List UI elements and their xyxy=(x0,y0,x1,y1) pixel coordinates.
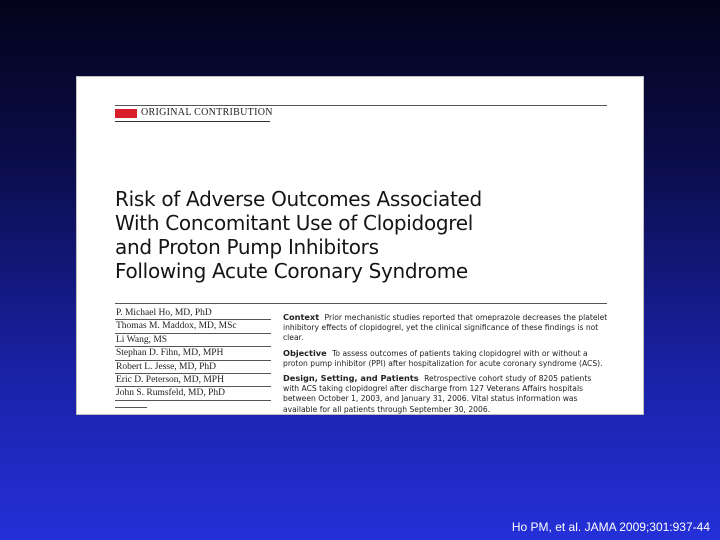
title-line: Risk of Adverse Outcomes Associated xyxy=(115,187,482,211)
author-name: Li Wang, MS xyxy=(115,334,271,347)
abstract-context xyxy=(283,312,609,344)
top-rule xyxy=(115,105,607,106)
author-list-end-rule xyxy=(115,407,147,408)
abstract-design xyxy=(283,373,609,414)
author-name: Thomas M. Maddox, MD, MSc xyxy=(115,320,271,333)
title-rule xyxy=(115,303,607,304)
abstract-objective-text: To assess outcomes of patients taking clopidogrel with or without a proton pump inhibitor (PPI) after hospitalization for acute coronary syndrome (ACS). xyxy=(283,348,603,368)
title-line: With Concomitant Use of Clopidogrel xyxy=(115,211,474,235)
abstract-objective xyxy=(283,348,609,369)
section-color-bar xyxy=(115,109,137,118)
section-rule xyxy=(115,121,270,122)
author-list xyxy=(115,307,271,408)
abstract-context-text: Prior mechanistic studies reported that omeprazole decreases the platelet inhibitory effects of clopidogrel, yet the clinical significance of these findings is not clear. xyxy=(283,313,608,343)
abstract-design-label: Design, Setting, and Patients xyxy=(283,373,419,384)
article-title xyxy=(115,187,595,283)
abstract xyxy=(283,312,609,414)
citation: Ho PM, et al. JAMA 2009;301:937-44 xyxy=(511,520,710,534)
author-name: P. Michael Ho, MD, PhD xyxy=(115,307,271,320)
section-label: ORIGINAL CONTRIBUTION xyxy=(141,107,273,118)
author-name: Robert L. Jesse, MD, PhD xyxy=(115,361,271,374)
author-name: John S. Rumsfeld, MD, PhD xyxy=(115,387,271,400)
abstract-context-label: Context xyxy=(283,312,320,322)
author-name: Eric D. Peterson, MD, MPH xyxy=(115,374,271,387)
author-name: Stephan D. Fihn, MD, MPH xyxy=(115,347,271,360)
article-screenshot xyxy=(77,77,643,414)
title-line: and Proton Pump Inhibitors xyxy=(115,235,379,259)
title-line: Following Acute Coronary Syndrome xyxy=(115,259,468,283)
abstract-objective-label: Objective xyxy=(283,347,327,358)
abstract-design-text: Retrospective cohort study of 8205 patients with ACS taking clopidogrel after discharge from 127 Veterans Affairs hospitals between October 1, 2003, and January 31, 2006. Vital status information was available for all patients through September 30, 2006. xyxy=(283,374,592,414)
